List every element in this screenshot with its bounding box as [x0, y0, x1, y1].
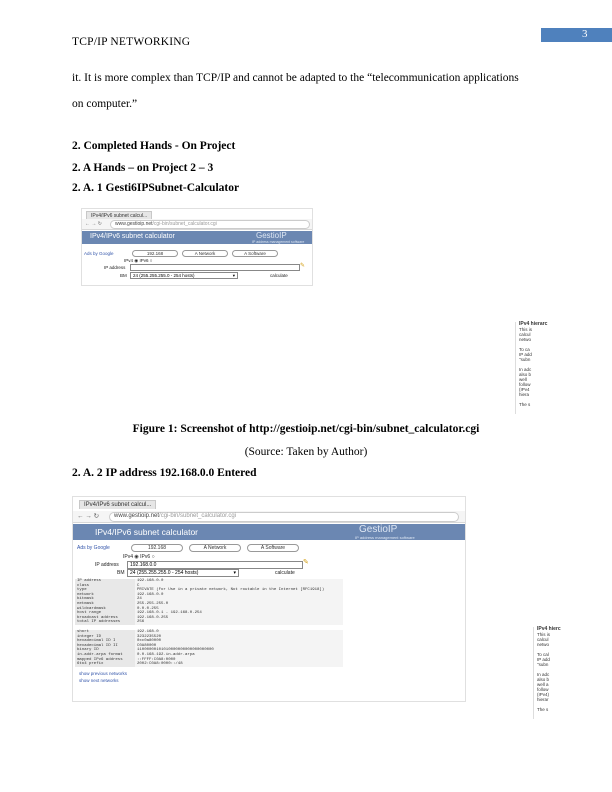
heading-ip-entered: 2. A. 2 IP address 192.168.0.0 Entered — [72, 467, 257, 479]
bitmask-select[interactable] — [130, 272, 238, 279]
back-arrow-icon[interactable]: ← → ↻ — [85, 221, 102, 227]
result-value: ::FFFF:C0A8:0000 — [135, 658, 343, 663]
bitmask-value: 24 (255.255.255.0 - 254 hosts) — [130, 570, 199, 576]
result-value: 192.168.0 — [135, 630, 343, 635]
table-row — [75, 620, 343, 625]
chevron-down-icon: ▾ — [232, 273, 235, 278]
pencil-icon[interactable]: ✎ — [300, 263, 306, 269]
result-value: C — [135, 584, 343, 589]
side-line: This is — [519, 327, 533, 332]
result-value: 255.255.255.0 — [135, 602, 343, 607]
result-key: wildcardmask — [75, 607, 135, 612]
result-key: broadcast address — [75, 616, 135, 621]
url-path: /cgi-bin/subnet_calculator.cgi — [159, 513, 237, 519]
logo-tagline: IP address management software — [252, 240, 305, 244]
url-host: www.gestioip.net — [114, 513, 160, 519]
side-panel-2 — [533, 627, 567, 719]
ads-by-google[interactable]: Ads by Google — [77, 545, 110, 551]
side-line: The s — [537, 707, 549, 712]
banner-title: IPv4/IPv6 subnet calculator — [95, 527, 199, 537]
paragraph-line-1: it. It is more complex than TCP/IP and cannot be adapted to the “telecommunication applications — [72, 72, 519, 84]
result-key: integer ID — [75, 635, 135, 640]
result-key: class — [75, 584, 135, 589]
gestioip-logo: GestioIP — [256, 231, 287, 240]
side-panel-title: IPv4 hierarc — [519, 321, 548, 327]
result-key: total IP addresses — [75, 620, 135, 625]
side-line: netwo — [537, 642, 550, 647]
result-value: 2002:C0A8:0000::/48 — [135, 662, 343, 667]
result-key: mapped IPv6 address — [75, 658, 135, 663]
ipv4-label: IPv4 — [124, 258, 134, 263]
side-line: well — [519, 377, 527, 382]
browser-tab[interactable]: IPv4/IPv6 subnet calcul... — [79, 500, 156, 509]
result-value: 192.168.0.0 — [135, 593, 343, 598]
side-line: IP add — [519, 352, 532, 357]
result-key: 6to4 prefix — [75, 662, 135, 667]
result-value: 192.168.0.1 - 192.168.0.254 — [135, 611, 343, 616]
result-value: 3232235520 — [135, 635, 343, 640]
url-host: www.gestioip.net — [115, 221, 153, 227]
calculate-button[interactable]: calculate — [275, 570, 295, 576]
address-bar — [82, 219, 312, 230]
ad-pill-2[interactable]: A Network — [189, 544, 241, 552]
bitmask-select[interactable] — [127, 569, 239, 577]
ip-address-input[interactable]: 192.168.0.0 — [127, 561, 303, 569]
show-next-networks-link[interactable]: show next networks — [79, 678, 119, 683]
ip-version-radios[interactable]: IPv4 ◉ IPv6 ○ — [123, 554, 155, 560]
ad-pill-1[interactable]: 192.168 — [132, 250, 178, 257]
bm-label: BM — [120, 273, 127, 278]
gestioip-logo: GestioIP — [359, 524, 398, 535]
result-value: 24 — [135, 597, 343, 602]
heading-subnet-calculator: 2. A. 1 Gesti6IPSubnet-Calculator — [72, 182, 240, 194]
result-key: network — [75, 593, 135, 598]
table-row — [75, 662, 343, 667]
side-line: well a — [537, 682, 549, 687]
side-line: (IPv4) — [537, 692, 550, 697]
ad-pill-1[interactable]: 192.168 — [131, 544, 183, 552]
result-key: host range — [75, 611, 135, 616]
figure-source: (Source: Taken by Author) — [244, 446, 368, 458]
result-key: IP address — [75, 579, 135, 584]
site-banner — [73, 524, 465, 540]
figure-caption: Figure 1: Screenshot of http://gestioip.net/cgi-bin/subnet_calculator.cgi — [132, 423, 480, 435]
side-line: To cal — [537, 652, 549, 657]
side-line: IP add — [537, 657, 550, 662]
side-line: "subn — [537, 662, 549, 667]
result-key: binary ID — [75, 648, 135, 653]
ip-address-input[interactable] — [130, 264, 300, 271]
result-key: netmask — [75, 602, 135, 607]
side-line: "subn — [519, 357, 531, 362]
ipv6-label: IPv6 — [140, 554, 151, 560]
result-value: 192.168.0.0 — [135, 579, 343, 584]
side-line: follow — [519, 382, 531, 387]
result-value: PRIVATE (For Use in a private network, Not routable in the Internet [RFC1918]) — [135, 588, 343, 593]
ip-version-radios[interactable]: IPv4 ◉ IPv6 ○ — [124, 258, 153, 263]
ad-pill-3[interactable]: A Software — [232, 250, 278, 257]
banner-title: IPv4/IPv6 subnet calculator — [90, 233, 175, 240]
result-key: hexadecimal ID I — [75, 639, 135, 644]
result-value: 11000000101010000000000000000000 — [135, 648, 343, 653]
bitmask-value: 24 (255.255.255.0 - 254 hosts) — [133, 273, 195, 278]
side-line: follow — [537, 687, 549, 692]
result-value: C0A80000 — [135, 644, 343, 649]
result-key: in-addr.arpa format — [75, 653, 135, 658]
side-line: also b — [537, 677, 550, 682]
side-line: calcul — [519, 332, 531, 337]
ip-address-label: IP address — [95, 562, 119, 568]
side-line: The s — [519, 402, 531, 407]
heading-hands-on-project: 2. A Hands – on Project 2 – 3 — [72, 162, 214, 174]
ipv6-label: IPv6 — [139, 258, 149, 263]
ads-by-google[interactable]: Ads by Google — [84, 251, 114, 256]
side-line: calcul — [537, 637, 549, 642]
back-arrow-icon[interactable]: ← → ↻ — [77, 513, 100, 520]
pencil-icon[interactable]: ✎ — [303, 559, 309, 566]
logo-tagline: IP address management software — [355, 535, 415, 540]
calculate-button[interactable]: calculate — [270, 273, 288, 278]
results-table-1 — [75, 579, 343, 625]
ipv4-label: IPv4 — [123, 554, 134, 560]
result-value: 0.0.168.192.in-addr.arpa — [135, 653, 343, 658]
url-path: /cgi-bin/subnet_calculator.cgi — [152, 221, 217, 227]
ad-pill-3[interactable]: A Software — [247, 544, 299, 552]
result-key: hexadecimal ID II — [75, 644, 135, 649]
side-line: In adc — [519, 367, 532, 372]
ad-pill-2[interactable]: A Network — [182, 250, 228, 257]
result-value: 256 — [135, 620, 343, 625]
results-table-2 — [75, 630, 343, 667]
paragraph-line-2: on computer.” — [72, 98, 138, 110]
side-line: This is — [537, 632, 551, 637]
url-field[interactable] — [109, 512, 459, 522]
heading-completed-project: 2. Completed Hands - On Project — [72, 140, 236, 152]
result-key: short — [75, 630, 135, 635]
result-key: bitmask — [75, 597, 135, 602]
side-panel-1 — [515, 322, 549, 414]
bm-label: BM — [117, 570, 125, 576]
chevron-down-icon: ▾ — [233, 570, 236, 576]
show-previous-networks-link[interactable]: show previous networks — [79, 671, 128, 676]
result-value: 0xc0a80000 — [135, 639, 343, 644]
screenshot-1 — [81, 208, 313, 286]
browser-tab[interactable]: IPv4/IPv6 subnet calcul... — [86, 211, 152, 220]
side-line: hierar — [537, 697, 549, 702]
screenshot-2 — [72, 496, 466, 702]
result-value: 192.168.0.255 — [135, 616, 343, 621]
address-bar — [73, 511, 465, 523]
site-banner — [82, 231, 312, 244]
page-number-tab — [541, 28, 612, 42]
url-field[interactable] — [110, 220, 310, 229]
running-head: TCP/IP NETWORKING — [72, 36, 191, 48]
page-number: 3 — [582, 28, 588, 40]
side-line: netwo — [519, 337, 532, 342]
side-line: In adc — [537, 672, 550, 677]
side-line: also b — [519, 372, 532, 377]
side-line: To ca — [519, 347, 530, 352]
ip-address-label: IP address — [104, 265, 126, 270]
result-key: type — [75, 588, 135, 593]
side-line: (IPv4 — [519, 387, 530, 392]
side-line: hiera — [519, 392, 530, 397]
side-panel-title: IPv4 hierc — [537, 626, 561, 632]
result-value: 0.0.0.255 — [135, 607, 343, 612]
